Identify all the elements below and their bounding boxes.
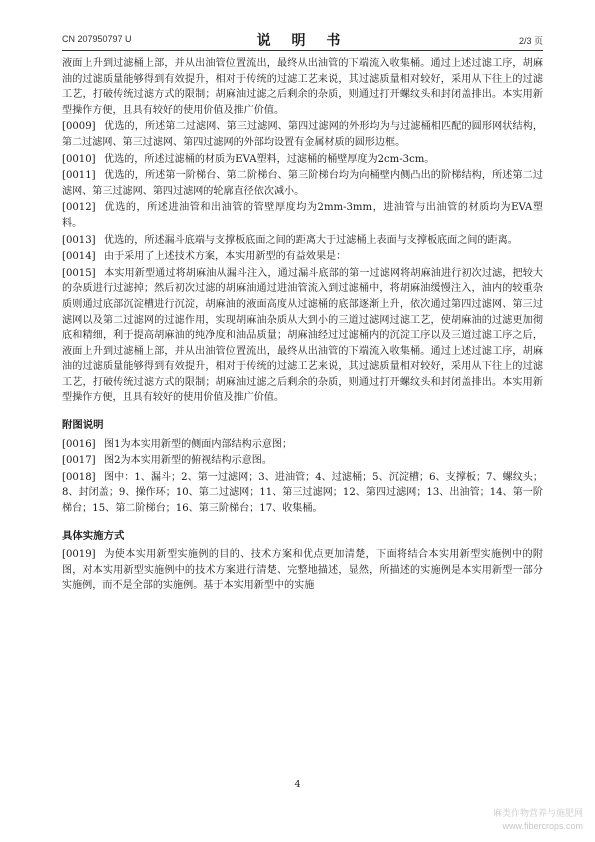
paragraph-0019: [0019] 为使本实用新型实施例的目的、技术方案和优点更加清楚，下面将结合本实用新型实施例中的附图，对本实用新型实施例中的技术方案进行清楚、完整地描述，显然，所描述的实施例是本实用新型一部分实施例，而不是全部的实施例。基于本实用新型中的实施 [62, 549, 543, 592]
paragraph-0015: [0015] 本实用新型通过将胡麻油从漏斗注入，通过漏斗底部的第一过滤网将胡麻油进行初次过滤，把较大的杂质进行过滤掉；然后初次过滤的胡麻油通过进油管流入到过滤桶中，将胡麻油缓慢注入，油内的较重杂质则通过底部沉淀槽进行沉淀，胡麻油的液面高度从过滤桶的底部逐渐上升，依次通过第四过滤网、第三过滤网以及第二过滤网的过滤作用，实现胡麻油杂质从大到小的三道过滤网过滤工艺，使胡麻油的过滤更加彻底和精细，利于提高胡麻油的纯净度和油品质量；胡麻油经过过滤桶内的沉淀工序以及三道过滤工序之后，液面上升到过滤桶上部，并从出油管位置流出，最终从出油管的下端流入收集桶。通过上述过滤工序，胡麻油的过滤质量能够得到有效提升，相对于传统的过滤工艺来说，其过滤质量相对较好，采用从下往上的过滤工艺，打破传统过滤方式的限制；胡麻油过滤之后剩余的杂质，则通过打开螺纹头和封闭盖排出。本实用新型操作方便，且具有较好的使用价值及推广价值。 [62, 267, 543, 404]
site-watermark [493, 807, 583, 833]
watermark-name: 麻类作物营养与施肥网 [492, 808, 583, 818]
paragraph-number: [0012] [62, 202, 96, 214]
paragraph-number: [0019] [62, 549, 96, 561]
watermark-url: www.fibercrops.com [502, 821, 583, 831]
page-indicator: 2/3 页 [518, 36, 543, 46]
paragraph-0017: [0017] 图2为本实用新型的俯视结构示意图。 [62, 453, 543, 469]
paragraph-continued: 液面上升到过滤桶上部，并从出油管位置流出，最终从出油管的下端流入收集桶。通过上述过滤工序，胡麻油的过滤质量能够得到有效提升，相对于传统的过滤工艺来说，其过滤质量相对较好，采用从下往上的过滤工艺，打破传统过滤方式的限制；胡麻油过滤之后剩余的杂质，则通过打开螺纹头和封闭盖排出。本实用新型操作方便，且具有较好的使用价值及推广价值。 [62, 58, 543, 116]
section-heading-embodiment: 具体实施方式 [62, 529, 125, 542]
section-heading-figures: 附图说明 [62, 419, 104, 432]
paragraph-0011: [0011] 优选的，所述第一阶梯台、第二阶梯台、第三阶梯台均为向桶壁内侧凸出的阶梯结构，所述第二过滤网、第三过滤网、第四过滤网的轮廓直径依次减小。 [62, 170, 543, 197]
paragraph-0009: [0009] 优选的，所述第二过滤网、第三过滤网、第四过滤网的外形均为与过滤桶相匹配的圆形网状结构，第二过滤网、第三过滤网、第四过滤网的外部均设置有金属材质的圆形边框。 [62, 121, 543, 148]
paragraph-0012: [0012] 优选的，所述进油管和出油管的管壁厚度均为2mm-3mm，进油管与出油管的材质均为EVA塑料。 [62, 202, 543, 229]
paragraph-0018: [0018] 图中：1、漏斗；2、第一过滤网；3、进油管；4、过滤桶；5、沉淀槽；6、支撑板；7、螺纹头；8、封闭盖；9、操作环；10、第二过滤网；11、第三过滤网；12、第四过滤网；13、出油管；14、第一阶梯台；15、第二阶梯台；16、第三阶梯台；17、收集桶。 [62, 471, 543, 515]
page-header [62, 30, 543, 51]
paragraph-number: [0016] [62, 438, 96, 450]
paragraph-number: [0015] [62, 267, 96, 279]
document-number: CN 207950797 U [62, 34, 132, 44]
paragraph-0016: [0016] 图1为本实用新型的侧面内部结构示意图； [62, 437, 543, 453]
document-title: 说 明 书 [256, 33, 349, 49]
paragraph-number: [0017] [62, 455, 96, 467]
paragraph-number: [0011] [62, 170, 96, 182]
paragraph-0013: [0013] 优选的，所述漏斗底端与支撑板底面之间的距离大于过滤桶上表面与支撑板底面之间的距离。 [62, 233, 543, 249]
paragraph-number: [0009] [62, 121, 96, 133]
document-body [62, 56, 543, 595]
paragraph-number: [0018] [62, 471, 96, 483]
paragraph-0014: [0014] 由于采用了上述技术方案，本实用新型的有益效果是： [62, 249, 543, 265]
page-number: 4 [294, 779, 301, 790]
paragraph-number: [0014] [62, 251, 96, 263]
paragraph-0010: [0010] 优选的，所述过滤桶的材质为EVA塑料，过滤桶的桶壁厚度为2cm-3cm。 [62, 152, 543, 168]
paragraph-number: [0013] [62, 234, 96, 246]
paragraph-number: [0010] [62, 153, 96, 165]
